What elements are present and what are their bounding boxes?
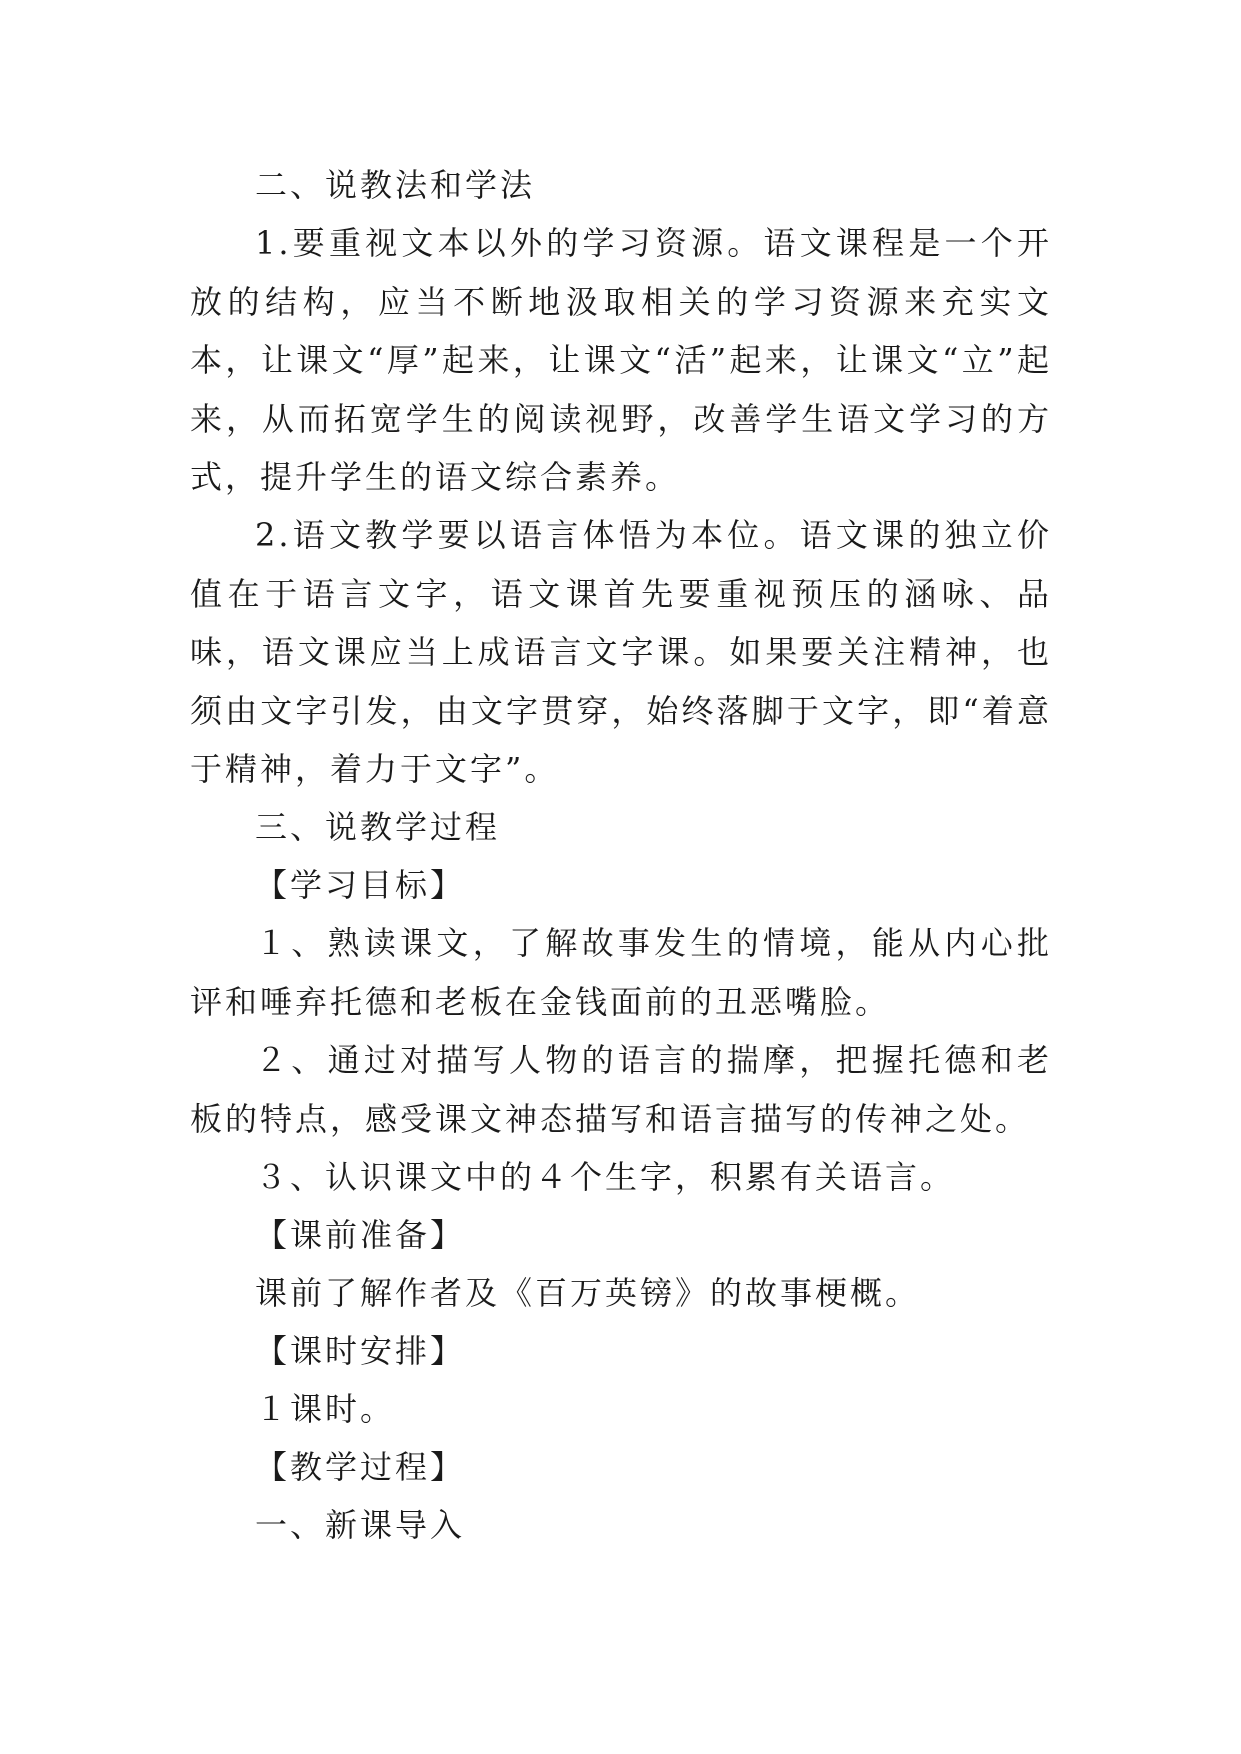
subheading-teaching-process: 【教学过程】 [255, 1448, 466, 1486]
paragraph-goal-1: １、熟读课文，了解故事发生的情境，能从内心批评和唾弃托德和老板在金钱面前的丑恶嘴脸。 [190, 924, 1052, 1021]
section-heading-teaching-process: 三、说教学过程 [255, 808, 501, 846]
subheading-learning-goals: 【学习目标】 [255, 866, 466, 904]
paragraph-goal-3: ３、认识课文中的４个生字，积累有关语言。 [255, 1158, 956, 1196]
paragraph-schedule: １课时。 [255, 1390, 396, 1428]
paragraph-method-2: 2.语文教学要以语言体悟为本位。语文课的独立价值在于语言文字，语文课首先要重视预压的涵咏、品味，语文课应当上成语言文字课。如果要关注精神，也须由文字引发，由文字贯穿，始终落脚于文字，即“着意于精神，着力于文字”。 [190, 516, 1052, 788]
section-heading-teaching-methods: 二、说教法和学法 [255, 166, 536, 204]
paragraph-method-1: 1.要重视文本以外的学习资源。语文课程是一个开放的结构，应当不断地汲取相关的学习资源来充实文本，让课文“厚”起来，让课文“活”起来，让课文“立”起来，从而拓宽学生的阅读视野，改善学生语文学习的方式，提升学生的语文综合素养。 [190, 224, 1052, 496]
paragraph-new-lesson-intro: 一、新课导入 [255, 1506, 466, 1544]
paragraph-preparation: 课前了解作者及《百万英镑》的故事梗概。 [255, 1274, 921, 1312]
subheading-schedule: 【课时安排】 [255, 1332, 466, 1370]
subheading-preparation: 【课前准备】 [255, 1216, 466, 1254]
paragraph-goal-2: ２、通过对描写人物的语言的揣摩，把握托德和老板的特点，感受课文神态描写和语言描写的传神之处。 [190, 1041, 1052, 1138]
